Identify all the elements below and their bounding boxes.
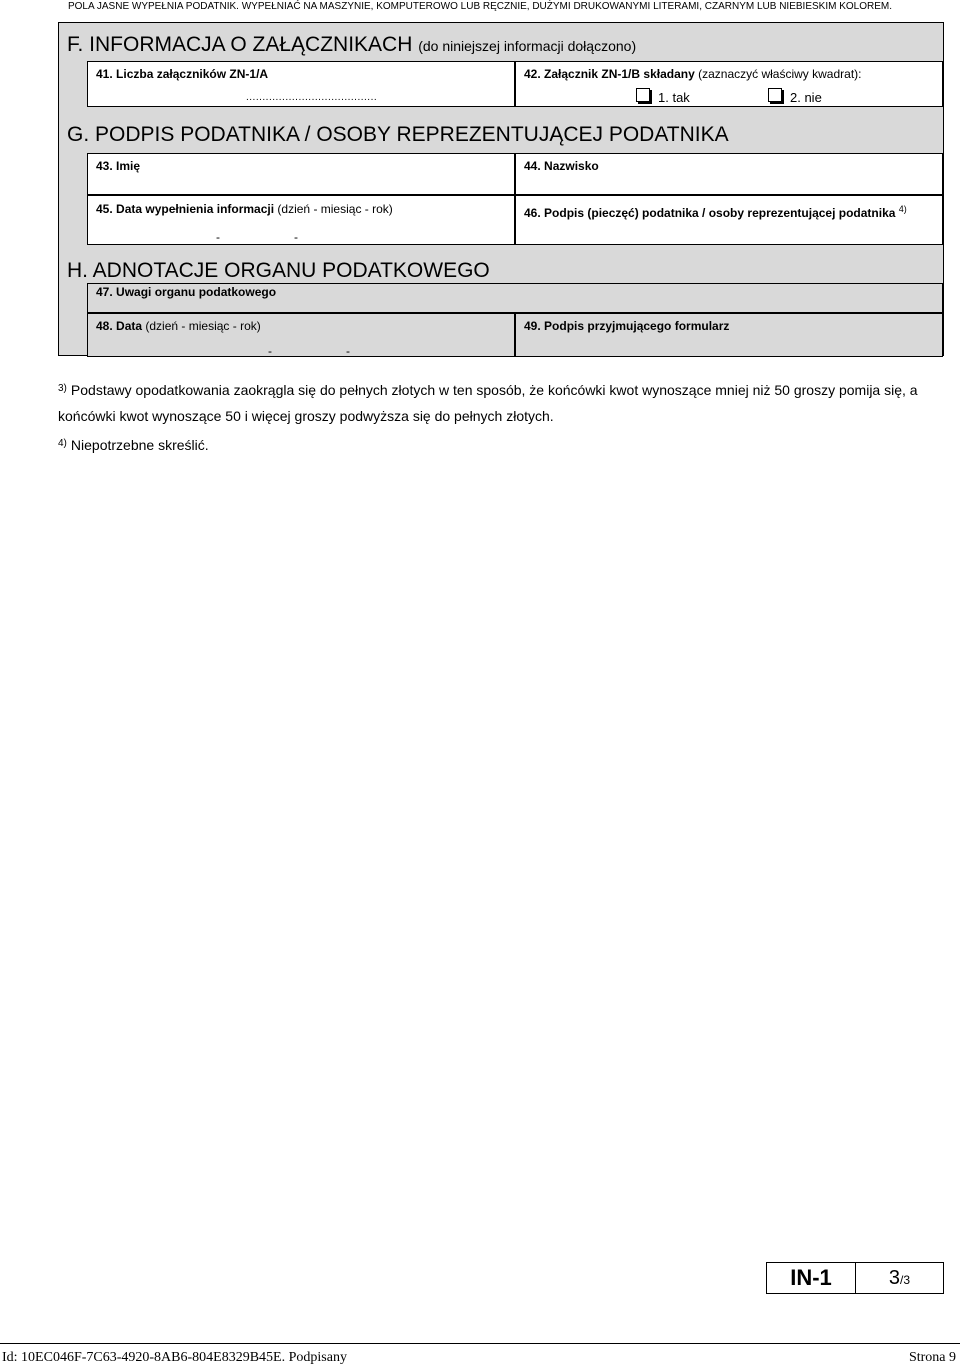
page-total: /3 xyxy=(900,1273,911,1287)
field-41-label xyxy=(96,67,268,81)
field-42-number: 42. xyxy=(524,67,541,81)
page-number: 3 xyxy=(888,1267,901,1289)
field-48-note: (dzień - miesiąc - rok) xyxy=(145,319,261,333)
section-h-title: H. ADNOTACJE ORGANU PODATKOWEGO xyxy=(67,259,490,282)
form-code-box xyxy=(766,1262,944,1294)
field-41-cell[interactable] xyxy=(87,61,515,107)
checkbox-tak[interactable] xyxy=(636,88,650,102)
field-46-number: 46. xyxy=(524,206,541,220)
field-48-cell xyxy=(87,313,515,357)
field-49-number: 49. xyxy=(524,319,541,333)
field-47-label-text: Uwagi organu podatkowego xyxy=(116,285,277,299)
field-41-number: 41. xyxy=(96,67,113,81)
field-44-cell[interactable] xyxy=(515,153,943,195)
field-46-label xyxy=(524,204,907,220)
field-46-cell[interactable] xyxy=(515,195,943,245)
field-48-number: 48. xyxy=(96,319,113,333)
form-sections xyxy=(58,22,944,356)
field-45-note: (dzień - miesiąc - rok) xyxy=(277,202,393,216)
field-47-label xyxy=(96,285,276,299)
field-42-label-text: Załącznik ZN-1/B składany xyxy=(544,67,695,81)
footnote-4 xyxy=(58,431,948,458)
page-indicator xyxy=(856,1263,943,1293)
field-46-sup: 4) xyxy=(898,204,907,214)
field-42-label xyxy=(524,67,861,81)
field-44-number: 44. xyxy=(524,159,541,173)
footnote-4-text: Niepotrzebne skreślić. xyxy=(70,437,209,453)
field-48-label xyxy=(96,319,261,333)
field-44-label xyxy=(524,159,599,173)
field-49-label xyxy=(524,319,729,333)
field-45-label xyxy=(96,202,393,216)
footnote-4-mark: 4) xyxy=(58,438,67,449)
field-42-cell xyxy=(515,61,943,107)
footer-divider xyxy=(0,1343,960,1344)
field-49-label-text: Podpis przyjmującego formularz xyxy=(544,319,730,333)
field-43-number: 43. xyxy=(96,159,113,173)
field-43-label xyxy=(96,159,140,173)
date-48-separator-2: - xyxy=(346,344,350,358)
field-41-dots: ........................................ xyxy=(246,92,378,103)
field-44-label-text: Nazwisko xyxy=(544,159,599,173)
footnote-3-mark: 3) xyxy=(58,383,67,394)
field-46-label-text: Podpis (pieczęć) podatnika / osoby reprezentującej podatnika xyxy=(544,206,896,220)
field-41-label-text: Liczba załączników ZN-1/A xyxy=(116,67,269,81)
header-notice: POLA JASNE WYPEŁNIA PODATNIK. WYPEŁNIAĆ NA MASZYNIE, KOMPUTEROWO LUB RĘCZNIE, DUŻYMI DRUKOWANYMI LITERAMI, CZARNYM LUB NIEBIESKIM KOLOREM. xyxy=(67,1,893,12)
field-47-cell xyxy=(87,283,943,313)
field-45-number: 45. xyxy=(96,202,113,216)
document-id: Id: 10EC046F-7C63-4920-8AB6-804E8329B45E. Podpisany xyxy=(2,1350,347,1365)
footer-page: Strona 9 xyxy=(908,1350,956,1365)
section-g-title: G. PODPIS PODATNIKA / OSOBY REPREZENTUJĄCEJ PODATNIKA xyxy=(67,123,729,146)
option-nie-label: 2. nie xyxy=(790,90,822,105)
section-f-title xyxy=(67,33,636,57)
form-code: IN-1 xyxy=(767,1263,856,1293)
option-tak-label: 1. tak xyxy=(658,90,690,105)
section-f-note: (do niniejszej informacji dołączono) xyxy=(418,38,637,54)
field-49-cell xyxy=(515,313,943,357)
field-48-label-text: Data xyxy=(116,319,143,333)
field-45-cell[interactable] xyxy=(87,195,515,245)
field-42-note: (zaznaczyć właściwy kwadrat): xyxy=(698,67,862,81)
date-48-separator-1: - xyxy=(268,344,272,358)
footnotes xyxy=(58,376,948,458)
field-43-cell[interactable] xyxy=(87,153,515,195)
date-45-separator-1: - xyxy=(216,230,220,244)
field-45-label-text: Data wypełnienia informacji xyxy=(116,202,275,216)
footnote-3-text: Podstawy opodatkowania zaokrągla się do pełnych złotych w ten sposób, że końcówki kwot wynoszące mniej niż 50 groszy pomija się, a końcówki kwot wynoszące 50 i więcej groszy podwyższa się do pełnych złotych. xyxy=(58,382,918,424)
footnote-3 xyxy=(58,376,948,429)
section-f-title-text: F. INFORMACJA O ZAŁĄCZNIKACH xyxy=(67,33,413,56)
field-47-number: 47. xyxy=(96,285,113,299)
date-45-separator-2: - xyxy=(294,230,298,244)
checkbox-nie[interactable] xyxy=(768,88,782,102)
field-43-label-text: Imię xyxy=(116,159,141,173)
